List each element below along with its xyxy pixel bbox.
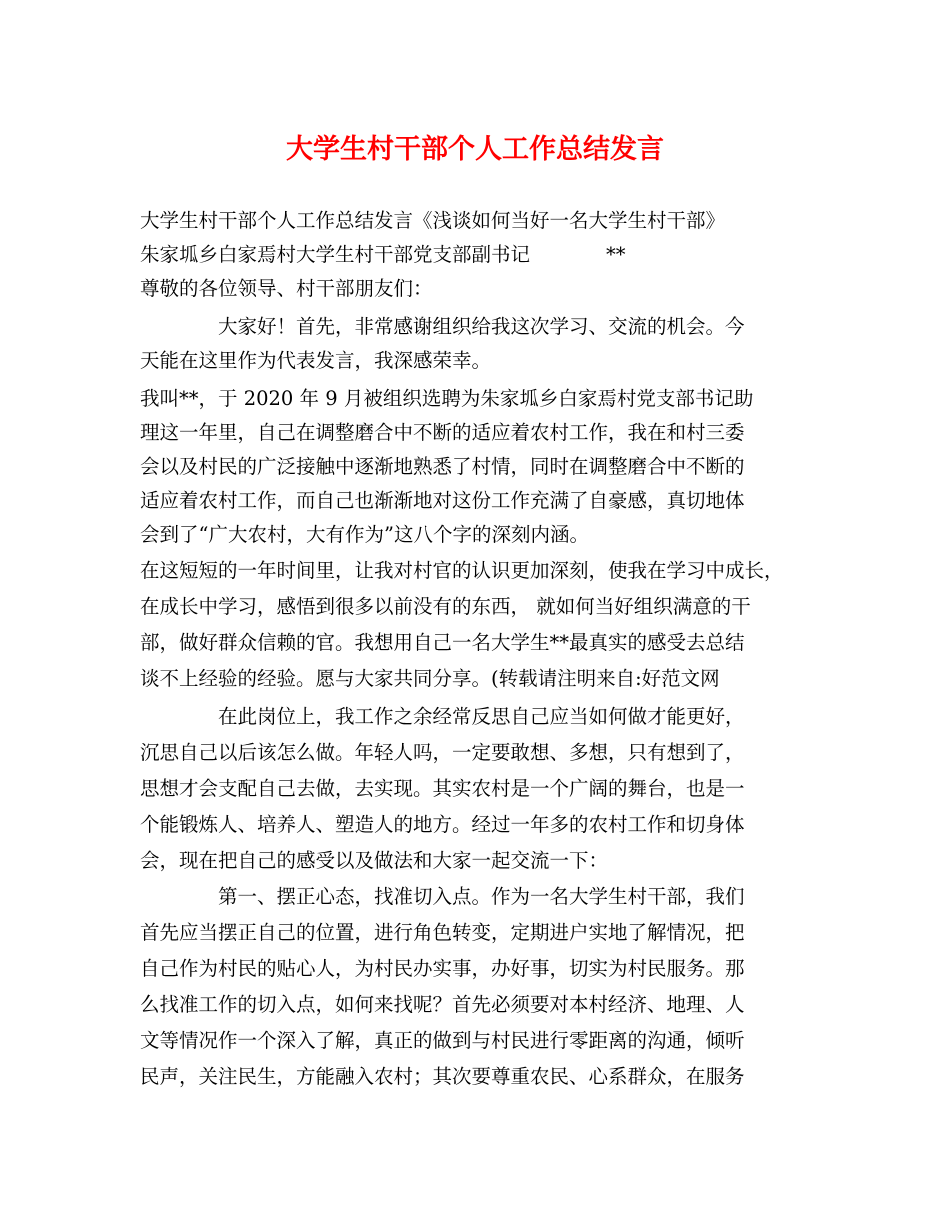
paragraph-line: 会到了“广大农村，大有作为”这八个字的深刻内涵。	[140, 523, 589, 546]
salutation: 尊敬的各位领导、村干部朋友们：	[140, 277, 433, 300]
paragraph-line: 文等情况作一个深入了解，真正的做到与村民进行零距离的沟通，倾听	[140, 1029, 745, 1052]
header-line: 大学生村干部个人工作总结发言《浅谈如何当好一名大学生村干部》	[140, 209, 726, 232]
paragraph-line: 会以及村民的广泛接触中逐渐地熟悉了村情，同时在调整磨合中不断的	[140, 455, 745, 478]
paragraph-line: 谈不上经验的经验。愿与大家共同分享。(转载请注明来自:好范文网	[140, 667, 720, 690]
paragraph-line: 会，现在把自己的感受以及做法和大家一起交流一下：	[140, 849, 609, 872]
author-name: **	[606, 243, 626, 266]
paragraph-line: 适应着农村工作，而自己也渐渐地对这份工作充满了自豪感，真切地体	[140, 489, 745, 512]
paragraph-line: 第一、摆正心态，找准切入点。作为一名大学生村干部，我们	[218, 885, 745, 908]
paragraph-line: 么找准工作的切入点，如何来找呢？首先必须要对本村经济、地理、人	[140, 993, 745, 1016]
paragraph-line: 在成长中学习，感悟到很多以前没有的东西， 就如何当好组织满意的干	[140, 595, 751, 618]
paragraph-line: 天能在这里作为代表发言，我深感荣幸。	[140, 349, 492, 372]
paragraph-line: 首先应当摆正自己的位置，进行角色转变，定期进户实地了解情况，把	[140, 921, 745, 944]
paragraph-line: 民声，关注民生，方能融入农村；其次要尊重农民、心系群众，在服务	[140, 1065, 745, 1088]
author-affiliation: 朱家坬乡白家焉村大学生村干部党支部副书记	[140, 243, 531, 266]
paragraph-line: 思想才会支配自己去做，去实现。其实农村是一个广阔的舞台，也是一	[140, 777, 745, 800]
paragraph-line: 在这短短的一年时间里，让我对村官的认识更加深刻，使我在学习中成长，	[140, 559, 784, 582]
paragraph-line: 我叫**，于 2020 年 9 月被组织选聘为朱家坬乡白家焉村党支部书记助	[140, 387, 754, 410]
paragraph-line: 理这一年里，自己在调整磨合中不断的适应着农村工作，我在和村三委	[140, 421, 745, 444]
author-line	[140, 240, 840, 270]
paragraph-line: 沉思自己以后该怎么做。年轻人吗，一定要敢想、多想，只有想到了，	[140, 741, 745, 764]
document-title: 大学生村干部个人工作总结发言	[286, 134, 664, 165]
paragraph-line: 自己作为村民的贴心人，为村民办实事，办好事，切实为村民服务。那	[140, 957, 745, 980]
paragraph-line: 在此岗位上，我工作之余经常反思自己应当如何做才能更好，	[218, 705, 745, 728]
paragraph-line: 大家好！首先，非常感谢组织给我这次学习、交流的机会。今	[218, 315, 745, 338]
paragraph-line: 部，做好群众信赖的官。我想用自己一名大学生**最真实的感受去总结	[140, 631, 745, 654]
paragraph-line: 个能锻炼人、培养人、塑造人的地方。经过一年多的农村工作和切身体	[140, 813, 745, 836]
